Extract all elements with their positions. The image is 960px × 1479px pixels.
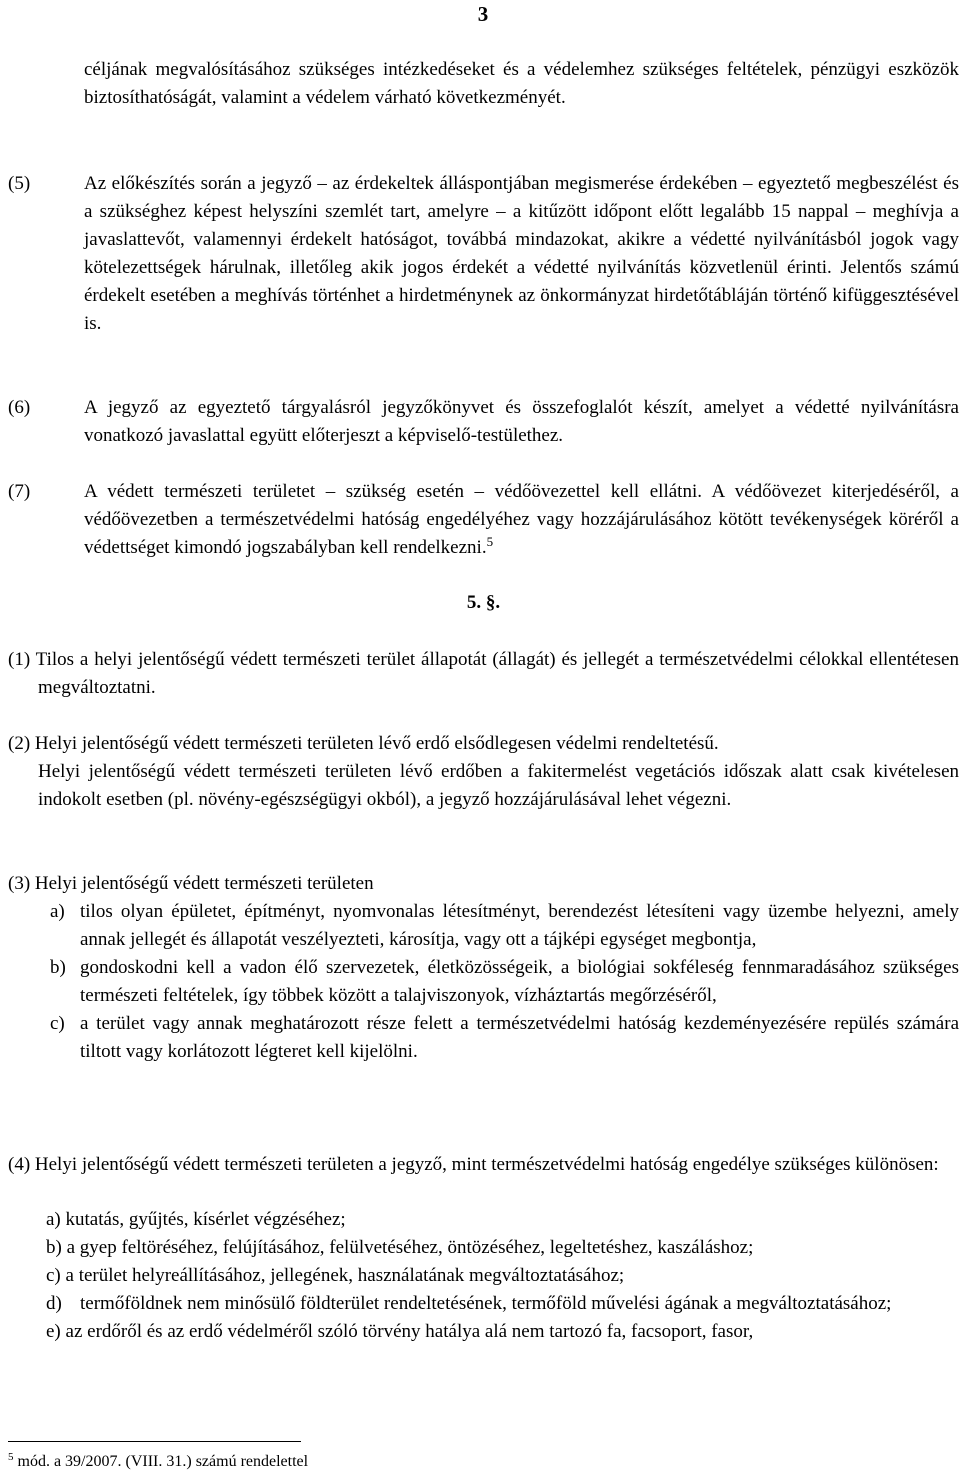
footnote-divider bbox=[8, 1441, 301, 1442]
subsection-2 bbox=[8, 730, 959, 814]
list-item bbox=[8, 1290, 959, 1318]
subsection-3-body bbox=[8, 870, 959, 1066]
list-item-label: a) bbox=[50, 901, 65, 922]
subsection-1-text: (1) Tilos a helyi jelentőségű védett természeti terület állapotát (állagát) és jellegét a természetvédelmi célokkal ellentétesen megváltoztatni. bbox=[8, 649, 959, 698]
subsection-2-text bbox=[8, 730, 959, 814]
list-item-text: a terület helyreállításához, jellegének, használatának megváltoztatásához; bbox=[65, 1265, 625, 1286]
subsection-3-intro: (3) Helyi jelentőségű védett természeti területen bbox=[8, 873, 374, 894]
list-item-label: b) bbox=[50, 957, 66, 978]
paragraph-7 bbox=[8, 478, 959, 562]
paragraph-continuation bbox=[8, 56, 959, 112]
paragraph-5 bbox=[8, 170, 959, 338]
list-item-label: b) bbox=[46, 1237, 62, 1258]
list-item bbox=[8, 954, 959, 1010]
paragraph-text bbox=[84, 478, 959, 562]
paragraph-text: Az előkészítés során a jegyző – az érdekeltek álláspontjában megismerése érdekében – egyeztető megbeszélést és a szükséghez képest helyszíni szemlét tart, amelyre – a kitűzött időpont előtt legalább 15 nappal – meghívja a javaslattevőt, valamennyi érdekelt hatóságot, továbbá mindazokat, akikre a védetté nyilvánításból jogok vagy kötelezettségek hárulnak, illetőleg akik jogos érdekét a védetté nyilvánítás közvetlenül érinti. Jelentős számú érdekelt esetében a meghívás történhet a hirdetménynek az önkormányzat hirdetőtábláján történő kifüggesztésével is. bbox=[84, 173, 959, 334]
subsection-1 bbox=[8, 646, 959, 702]
subsection-4-body bbox=[8, 1151, 959, 1346]
list-item-text: a gyep feltöréséhez, felújításához, felülvetéséhez, öntözéséhez, legeltetéshez, kaszáláshoz; bbox=[66, 1237, 754, 1258]
subsection-4 bbox=[8, 1151, 959, 1346]
paragraph-number: (5) bbox=[8, 173, 31, 194]
subsection-4-list bbox=[8, 1206, 959, 1346]
list-item-text: kutatás, gyűjtés, kísérlet végzéséhez; bbox=[65, 1209, 346, 1230]
paragraph-text: A jegyző az egyeztető tárgyalásról jegyzőkönyvet és összefoglalót készít, amelyet a védetté nyilvánításra vonatkozó javaslattal együtt előterjeszt a képviselő-testülethez. bbox=[84, 397, 959, 446]
list-item-label: a) bbox=[46, 1209, 61, 1230]
paragraph-7-text: A védett természeti területet – szükség esetén – védőövezettel kell ellátni. A védőövezet kiterjedéséről, a védőövezetben a természetvédelmi hatóság engedélyéhez vagy hozzájárulásához kötött tevékenységek köréről a védettséget kimondó jogszabályban kell rendelkezni. bbox=[84, 481, 959, 558]
list-item bbox=[8, 898, 959, 954]
footnote-number: 5 bbox=[8, 1451, 14, 1463]
list-item-label: e) bbox=[46, 1321, 61, 1342]
page-number: 3 bbox=[477, 2, 489, 26]
list-item bbox=[8, 1262, 959, 1290]
footnote-reference[interactable]: 5 bbox=[486, 534, 494, 549]
list-item bbox=[8, 1010, 959, 1066]
list-item-label: c) bbox=[50, 1013, 65, 1034]
footnote-text: mód. a 39/2007. (VIII. 31.) számú rendelettel bbox=[17, 1453, 309, 1470]
list-item-text: gondoskodni kell a vadon élő szervezetek, életközösségeik, a biológiai sokféleség fennmaradásához szükséges természeti feltételek, így többek között a talajviszonyok, vízháztartás megőrzéséről, bbox=[80, 957, 959, 1006]
section-title: 5. §. bbox=[466, 592, 501, 613]
list-item-text: tilos olyan épületet, építményt, nyomvonalas létesítményt, berendezést létesíteni vagy üzembe helyezni, amely annak jellegét és állapotát veszélyezteti, károsítja, vagy ott a tájképi egységet megbontja, bbox=[80, 901, 959, 950]
subsection-3 bbox=[8, 870, 959, 1066]
paragraph-number: (6) bbox=[8, 397, 31, 418]
subsection-2-first-line: (2) Helyi jelentőségű védett természeti területen lévő erdő elsődlegesen védelmi rendeltetésű. bbox=[8, 733, 719, 754]
paragraph-number: (7) bbox=[8, 481, 31, 502]
list-item-label: c) bbox=[46, 1265, 61, 1286]
subsection-2-rest: Helyi jelentőségű védett természeti területen lévő erdőben a fakitermelést vegetációs időszak alatt csak kivételesen indokolt esetben (pl. növény-egészségügyi okból), a jegyző hozzájárulásával lehet végezni. bbox=[38, 761, 959, 810]
list-item-text: az erdőről és az erdő védelméről szóló törvény hatálya alá nem tartozó fa, facsoport, fasor, bbox=[65, 1321, 754, 1342]
list-item-label: d) bbox=[46, 1293, 62, 1314]
list-item bbox=[8, 1318, 959, 1346]
continuation-text: céljának megvalósításához szükséges intézkedéseket és a védelemhez szükséges feltételek, pénzügyi eszközök biztosíthatóságát, valamint a védelem várható következményét. bbox=[84, 59, 959, 108]
list-item-text: termőföldnek nem minősülő földterület rendeltetésének, termőföld művelési ágának a megváltoztatásához; bbox=[80, 1293, 892, 1314]
footnote bbox=[8, 1451, 308, 1473]
list-item-text: a terület vagy annak meghatározott része felett a természetvédelmi hatóság kezdeményezésére repülés számára tiltott vagy korlátozott légteret kell kijelölni. bbox=[80, 1013, 959, 1062]
paragraph-6 bbox=[8, 394, 959, 450]
list-item bbox=[8, 1206, 959, 1234]
subsection-4-intro: (4) Helyi jelentőségű védett természeti területen a jegyző, mint természetvédelmi hatóság engedélye szükséges különösen: bbox=[8, 1154, 939, 1175]
list-item bbox=[8, 1234, 959, 1262]
